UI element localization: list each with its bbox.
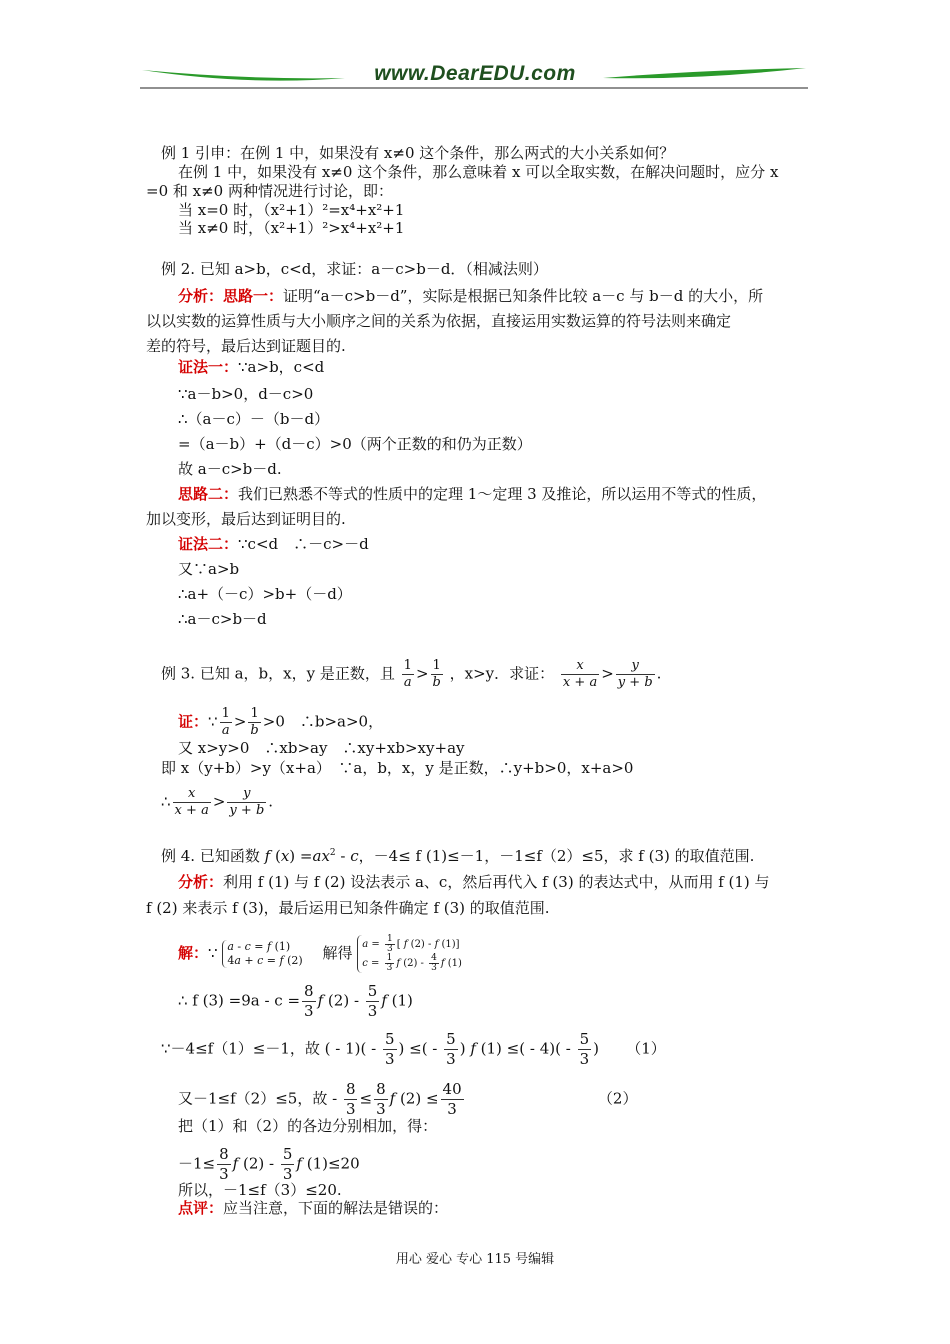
text-line: 所以，－1≤f（3）≤20. — [178, 1181, 342, 1199]
fraction: $\frac{40}{3}$ — [442, 1080, 462, 1118]
example3-title: 例 3. 已知 a，b，x，y 是正数，且 $\frac{1}{a}$ > $\frac{1}{b}$ ，x>y．求证： $\frac{x}{x + a}$ > $\frac{y}{y + b}$ . — [161, 658, 662, 690]
zheng-label: 证： — [178, 712, 209, 731]
fraction: $\frac{x}{x + a}$ — [562, 658, 598, 690]
analysis-label: 分析：思路一： — [178, 287, 284, 305]
solution-line: 解：∵ a - c = f (1) 4a + c = f (2) 解得 a = $\frac{1}{3}$ [ f (2) - f (1)] c = $\frac{1}{3}$ f (2) - $\frac{4}{3}$ f (1) — [178, 934, 462, 973]
text-line: 加以变形，最后达到证明目的. — [146, 510, 346, 528]
text-line: 以以实数的运算性质与大小顺序之间的关系为依据，直接运用实数运算的符号法则来确定 — [146, 312, 732, 330]
conclusion-line: ∴ $\frac{x}{x + a}$ > $\frac{y}{y + b}$ . — [161, 786, 274, 818]
example2-title: 例 2. 已知 a>b，c<d，求证：a－c>b－d．（相减法则） — [161, 260, 548, 278]
sum-inequality: －1≤ $\frac{8}{3}$ f (2) - $\frac{5}{3}$ f (1)≤20 — [178, 1145, 360, 1183]
proof1-label: 证法一： — [178, 358, 239, 376]
analysis4-label: 分析： — [178, 873, 224, 891]
example4-title: 例 4. 已知函数 f $(x) =ax^2 - c$，－4≤ f (1)≤－1，－1≤f（2）≤5，求 f (3) 的取值范围. — [161, 847, 755, 865]
text-line: ∴（a－c）－（b－d） — [178, 410, 330, 428]
fraction: $\frac{y}{y + b}$ — [229, 786, 265, 818]
idea2-line: 思路二：我们已熟悉不等式的性质中的定理 1～定理 3 及推论，所以运用不等式的性质， — [178, 485, 767, 503]
proof2-label: 证法二： — [178, 535, 239, 553]
text-line: 又 x>y>0 ∴xb>ay ∴xy+xb>xy+ay — [178, 739, 465, 757]
proof-line: 证法二：∵c<d ∴－c>－d — [178, 535, 369, 553]
f3-expression: ∴ f (3) =9a - c = $\frac{8}{3}$ f (2) - $\frac{5}{3}$ f (1) — [178, 982, 413, 1020]
text-line: 差的符号，最后达到证题目的. — [146, 337, 346, 355]
fraction: $\frac{8}{3}$ — [304, 982, 314, 1020]
comment-label: 点评： — [178, 1199, 224, 1217]
solution-label: 解： — [178, 944, 209, 962]
text-line: ∴a+（－c）>b+（－d） — [178, 585, 352, 603]
inequality-1: ∵－4≤f（1）≤－1，故 ( - 1)( - $\frac{5}{3}$ ) ≤( - $\frac{5}{3}$ ) f (1) ≤( - 4)( - $\frac{5}{3}$ ) （1） — [161, 1030, 666, 1068]
site-logo: www.DearEDU.com — [374, 62, 576, 85]
fraction: $\frac{1}{b}$ — [432, 658, 441, 690]
text-line: 又∵a>b — [178, 560, 240, 578]
fraction: $\frac{1}{b}$ — [250, 706, 259, 738]
fraction: $\frac{5}{3}$ — [367, 982, 378, 1020]
equation-system: a - c = f (1) 4a + c = f (2) — [222, 940, 302, 968]
inequality-2: 又－1≤f（2）≤5，故 - $\frac{8}{3}$ ≤ $\frac{8}{3}$ f (2) ≤ $\frac{40}{3}$ （2） — [178, 1080, 638, 1118]
proof-line: 证法一：∵a>b，c<d — [178, 358, 325, 376]
analysis4-line: 分析：利用 f (1) 与 f (2) 设法表示 a、c，然后再代入 f (3) 的表达式中，从而用 f (1) 与 — [178, 873, 770, 891]
text-line: 在例 1 中，如果没有 x≠0 这个条件，那么意味着 x 可以全取实数，在解决问题时，应分 x — [178, 163, 779, 181]
text-line: ∵a－b>0，d－c>0 — [178, 385, 314, 403]
fraction: $\frac{5}{3}$ — [579, 1030, 590, 1068]
example1-extension: 例 1 引申：在例 1 中，如果没有 x≠0 这个条件，那么两式的大小关系如何？ — [161, 144, 675, 162]
text-line: f (2) 来表示 f (3)，最后运用已知条件确定 f (3) 的取值范围. — [146, 899, 550, 917]
fraction: $\frac{8}{3}$ — [376, 1080, 386, 1118]
idea2-label: 思路二： — [178, 485, 239, 503]
text-line: 把（1）和（2）的各边分别相加，得： — [178, 1117, 438, 1135]
fraction: $\frac{8}{3}$ — [345, 1080, 356, 1118]
fraction: $\frac{5}{3}$ — [384, 1030, 395, 1068]
page-footer: 用心 爱心 专心 115 号编辑 — [395, 1252, 555, 1267]
text-line: =0 和 x≠0 两种情况进行讨论，即： — [146, 182, 393, 200]
fraction: $\frac{x}{x + a}$ — [174, 786, 209, 818]
text-line: 即 x（y+b）>y（x+a） ∵a，b，x，y 是正数，∴y+b>0，x+a>0 — [161, 759, 634, 777]
text-line: 故 a－c>b－d. — [178, 460, 282, 478]
fraction: $\frac{5}{3}$ — [446, 1030, 456, 1068]
text-line: 当 x=0 时，（x²+1）²=x⁴+x²+1 — [178, 201, 405, 219]
text-line: 当 x≠0 时，（x²+1）²>x⁴+x²+1 — [178, 219, 405, 237]
text-line: =（a－b）+（d－c）>0（两个正数的和仍为正数） — [178, 435, 532, 453]
zheng-line: 证：∵ $\frac{1}{a}$ > $\frac{1}{b}$ >0 ∴b>a>0， — [178, 706, 384, 738]
fraction: $\frac{1}{a}$ — [221, 706, 230, 738]
solution-system: a = $\frac{1}{3}$ [ f (2) - f (1)] c = $\frac{1}{3}$ f (2) - $\frac{4}{3}$ f (1) — [357, 935, 462, 973]
fraction: $\frac{1}{a}$ — [403, 658, 412, 690]
page-header — [140, 62, 808, 92]
fraction: $\frac{5}{3}$ — [282, 1145, 293, 1183]
comment-line: 点评：应当注意，下面的解法是错误的： — [178, 1199, 449, 1217]
text-line: ∴a－c>b－d — [178, 610, 267, 628]
fraction: $\frac{y}{y + b}$ — [617, 658, 653, 690]
analysis-line: 分析：思路一：证明“a－c>b－d”，实际是根据已知条件比较 a－c 与 b－d 的大小，所 — [178, 287, 764, 305]
fraction: $\frac{8}{3}$ — [219, 1145, 229, 1183]
